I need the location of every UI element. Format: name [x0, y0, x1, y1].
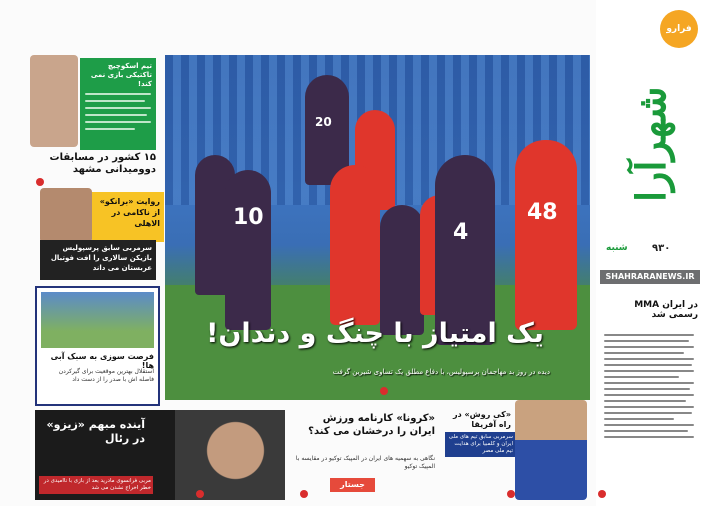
framed-story-title: فرصت سوزی به سبک آبی ها!	[50, 352, 154, 370]
green-story-title: تیم اسکوچیچ تاکتیکی بازی نمی کند!	[90, 62, 152, 88]
jersey-number: 4	[453, 220, 469, 245]
mid-story-subtitle: نگاهی به سهمیه های ایران در المپیک توکیو در مقایسه با المپیک توکیو	[295, 455, 435, 470]
yellow-story-title: روایت «برانکو» از ناکامی در الاهلی	[99, 197, 160, 228]
jersey-number: 10	[233, 205, 264, 230]
jersey-number: 20	[315, 115, 332, 129]
player-figure	[435, 155, 495, 345]
player-figure	[225, 170, 271, 330]
page-marker-icon	[36, 178, 44, 186]
dark-story-box[interactable]	[40, 240, 156, 280]
issue-weekday: شنبه	[606, 243, 628, 253]
right-story-subtitle: سرمربی سابق تیم های ملی ایران و کلمبیا برای هدایت تیم ملی مصر	[445, 432, 515, 457]
page-marker-icon	[380, 387, 388, 395]
framed-story[interactable]	[35, 286, 160, 406]
green-story-body	[85, 88, 151, 135]
jersey-number: 48	[527, 200, 558, 225]
player-figure	[380, 205, 424, 335]
page-marker-icon	[300, 490, 308, 498]
publisher-badge-icon[interactable]: فرارو	[660, 10, 698, 48]
portrait-photo	[515, 400, 587, 500]
newspaper-logo: شهرآرا	[628, 86, 675, 202]
logo-block	[600, 60, 700, 240]
masthead-story-body	[604, 330, 696, 490]
page-marker-icon	[507, 490, 515, 498]
bottom-dark-subtitle: مربی فرانسوی مادرید بعد از بازی با ناامیدی در خطر اخراج نشدن می شد	[39, 476, 153, 494]
mid-story-title[interactable]: «کرونا» کارنامه ورزش ایران را درخشان می کند؟	[308, 413, 435, 437]
page-marker-icon	[196, 490, 204, 498]
main-caption: دیده در روز بد مهاجمان پرسپولیس، با دفاع مطلق یک تساوی شیرین گرفت	[332, 368, 550, 376]
player-figure	[515, 140, 577, 330]
right-story-title[interactable]: «کی روش» در راه آفریقا	[453, 410, 511, 429]
main-headline[interactable]: یک امتیاز با چنگ و دندان!	[206, 318, 544, 349]
bottom-dark-story[interactable]	[35, 410, 285, 500]
portrait-photo	[175, 410, 285, 500]
dark-story-title: سرمربی سابق پرسپولیس بازیکن سالاری را افت فوتبال عربستان می داند	[50, 244, 152, 272]
yellow-story-box[interactable]	[92, 192, 164, 242]
mid-story-badge: جستار	[330, 478, 375, 492]
portrait-photo	[30, 55, 78, 147]
framed-story-photo	[41, 292, 154, 348]
site-url[interactable]: SHAHRARANEWS.IR	[600, 270, 700, 284]
bottom-dark-title: آینده مبهم «زیزو» در رئال	[46, 418, 145, 445]
page-marker-icon	[598, 490, 606, 498]
portrait-photo	[40, 188, 92, 243]
story-athletics[interactable]: ۱۵ کشور در مسابقات دوومیدانی مشهد	[49, 152, 156, 175]
green-story-box[interactable]	[80, 58, 156, 150]
issue-number: ۹۳۰	[652, 243, 671, 254]
framed-story-subtitle: استقلال بهترین موقعیت برای گیرکردن فاصله اش با صدر را از دست داد	[58, 368, 154, 383]
masthead-story-title: MMA در ایران رسمی شد	[634, 300, 698, 320]
player-figure	[330, 165, 380, 325]
